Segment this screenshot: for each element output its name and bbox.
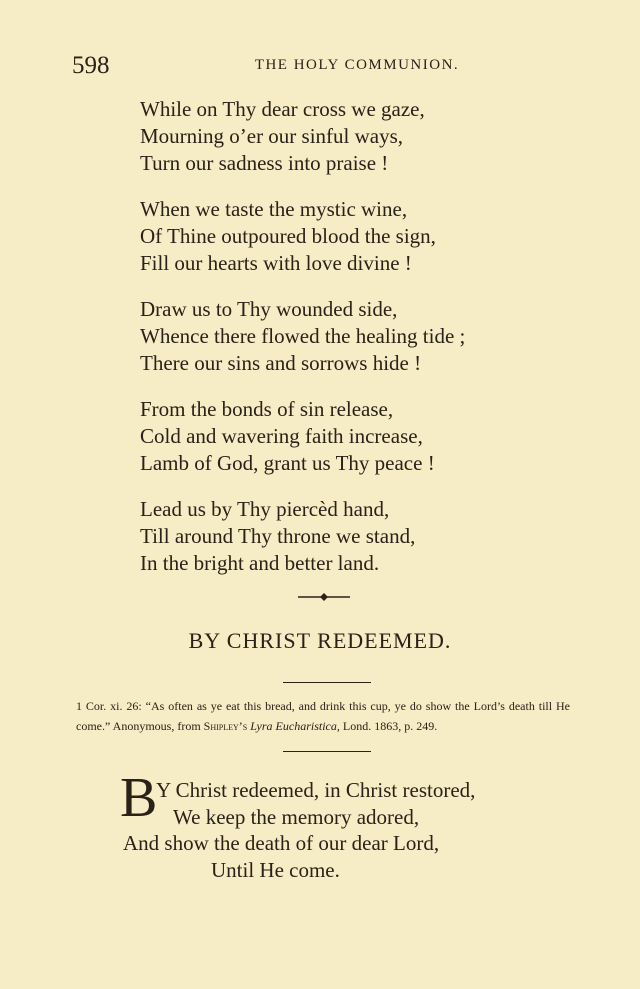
- stanza: [140, 96, 560, 177]
- divider-rule: [283, 751, 371, 752]
- verse-line: Fill our hearts with love divine !: [140, 251, 412, 275]
- source-title: Lyra Eucharistica,: [250, 719, 340, 733]
- verse-line: Till around Thy throne we stand,: [140, 524, 416, 548]
- verse-line: From the bonds of sin release,: [140, 397, 394, 421]
- verse-line: While on Thy dear cross we gaze,: [140, 97, 425, 121]
- poem-continuation: [140, 96, 560, 596]
- verse-line: Lead us by Thy piercèd hand,: [140, 497, 390, 521]
- attribution-author: Shipley’s: [203, 719, 248, 733]
- verse-line: Lamb of God, grant us Thy peace !: [140, 451, 435, 475]
- verse-line: Mourning o’er our sinful ways,: [140, 124, 404, 148]
- hymn-first-line: Y Christ redeemed, in Christ restored,: [156, 778, 476, 802]
- stanza: [140, 296, 560, 377]
- verse-line: Draw us to Thy wounded side,: [140, 297, 398, 321]
- verse-line: When we taste the mystic wine,: [140, 197, 408, 221]
- page-header: [72, 52, 568, 82]
- scripture-quote: “As often as ye eat this bread, and drink this cup, ye do show the Lord’s death till He come.”: [76, 699, 570, 733]
- verse-line: There our sins and sorrows hide !: [140, 351, 422, 375]
- attribution-prefix: Anonymous, from: [112, 719, 201, 733]
- running-title: THE HOLY COMMUNION.: [254, 57, 460, 73]
- verse-line: Of Thine outpoured blood the sign,: [140, 224, 436, 248]
- source-suffix: Lond. 1863, p. 249.: [342, 719, 438, 733]
- verse-line: Cold and wavering faith increase,: [140, 424, 423, 448]
- hymn-line: We keep the memory adored,: [173, 805, 420, 829]
- page-number: 598: [72, 52, 110, 79]
- hymn-title: BY CHRIST REDEEMED.: [188, 628, 452, 653]
- drop-cap: B: [120, 767, 158, 829]
- verse-line: In the bright and better land.: [140, 551, 380, 575]
- stanza: [140, 496, 560, 577]
- hymn-line: Until He come.: [211, 858, 340, 882]
- section-ornament-icon: [296, 590, 352, 604]
- scripture-reference: 1 Cor. xi. 26:: [76, 699, 142, 713]
- hymn-line: And show the death of our dear Lord,: [123, 831, 440, 855]
- divider-rule: [283, 682, 371, 683]
- verse-line: Turn our sadness into praise !: [140, 151, 389, 175]
- verse-line: Whence there flowed the healing tide ;: [140, 324, 466, 348]
- scripture-note: [76, 696, 570, 736]
- stanza: [140, 396, 560, 477]
- stanza: [140, 196, 560, 277]
